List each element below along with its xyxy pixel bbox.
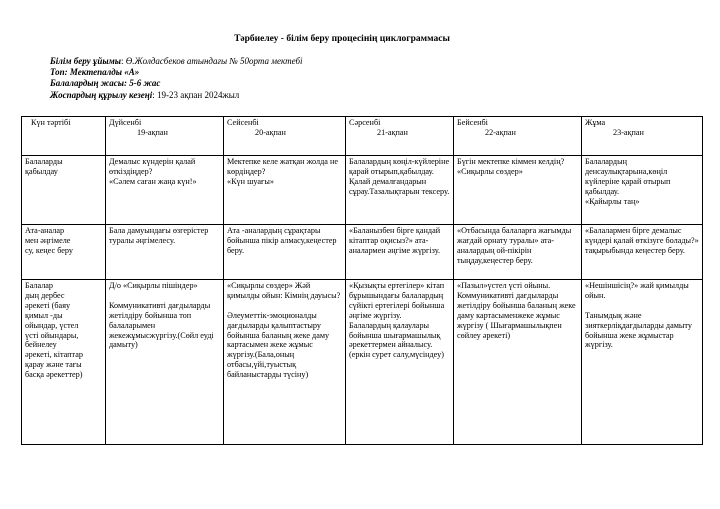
table-cell: Мектепке келе жатқан жолда не көрдіңдер? «Күн шуағы» <box>224 156 346 225</box>
header-cell-friday <box>582 117 703 156</box>
table-cell: Балаларды қабылдау <box>22 156 106 225</box>
header-wednesday-date: 21-ақпан <box>377 127 408 137</box>
table-cell: «Отбасында балаларға жағымды жағдай орнату туралы» ата-аналардың ой-пікірін тыңдау,кеңестер беру. <box>454 225 582 280</box>
table-cell: Балалардың денсаулықтарына,көңіл күйлеріне қарай отырып қабылдау. «Қайырлы таң» <box>582 156 703 225</box>
schedule-table <box>21 116 703 445</box>
meta-period <box>50 90 303 101</box>
header-thursday-day: Бейсенбі <box>457 118 488 127</box>
meta-period-label: Жоспардың құрылу кезеңі <box>50 89 153 100</box>
header-routine-label: Күн тәртібі <box>31 118 71 127</box>
table-cell: Бүгін мектепке кіммен келдің? «Сиқырлы сөздер» <box>454 156 582 225</box>
header-monday-date: 19-ақпан <box>137 127 168 137</box>
table-cell: Балалардың көңіл-күйлеріне қарай отырып,қабылдау. Қалай демалғандарын сұрау.Тазалықтарын тексеру. <box>346 156 454 225</box>
table-cell: Бала дамуындағы өзгерістер туралы әңгімелесу. <box>106 225 224 280</box>
table-cell: Ата -аналардың сұрақтары бойынша пікір алмасу,кеңестер беру. <box>224 225 346 280</box>
header-cell-wednesday <box>346 117 454 156</box>
header-wednesday-day: Сәрсенбі <box>349 118 381 127</box>
table-cell: «Баланызбен бірге қандай кітаптар оқисыз?» ата-аналармен әңгіме жүргізу. <box>346 225 454 280</box>
meta-organization <box>50 56 303 67</box>
table-row-parents <box>22 225 703 280</box>
meta-period-value: 19-23 ақпан 2024жыл <box>156 89 240 100</box>
table-cell: «Пазыл»үстел үсті ойыны. Коммуникативті дағдыларды жетілдіру бойынша баланың жеке даму картасыменжеке жұмыс жүргізу ( Шығармашылықпен сөйлеу әрекеті) <box>454 280 582 445</box>
document-title: Тәрбиелеу - білім беру процесінің циклограммасы <box>234 34 450 44</box>
table-cell: «Қызықты ертегілер» кітап бұрышындағы балалардың сүйікті ертегілері бойынша әңгіме жүргізу. Балалардың қалаулары бойынша шығармашылық әрекеттермен айналысу.(еркін сурет салу,мүсіндеу) <box>346 280 454 445</box>
header-friday-day: Жұма <box>585 118 606 127</box>
table-cell: Д/о «Сиқырлы пішіндер» Коммуникативті дағдыларды жетілдіру бойынша топ балаларымен жекежұмысжүргізу.(Сөйл еуді дамыту) <box>106 280 224 445</box>
header-tuesday-date: 20-ақпан <box>255 127 286 137</box>
header-friday-date: 23-ақпан <box>613 127 644 137</box>
meta-organization-label: Білім беру ұйымы <box>50 56 122 66</box>
table-cell: Ата-аналар мен әңгімеле су, кеңес беру <box>22 225 106 280</box>
meta-age-label: Балалардың жасы: 5-6 жас <box>50 78 161 89</box>
header-cell-tuesday <box>224 117 346 156</box>
table-cell: «Сиқырлы сөздер» Жәй қимылды ойын: Кімнің дауысы? Әлеуметтік-эмоционалды дағдыларды қалыптастыру бойынша баланың жеке даму картасымен жеке жұмыс жүргізу.(Бала,оның отбасы,үйі,туыстық байланыстарды түсіну) <box>224 280 346 445</box>
table-header-row <box>22 117 703 156</box>
table-row-independent-activity <box>22 280 703 445</box>
header-cell-routine <box>22 117 106 156</box>
meta-organization-value: Ө.Жолдасбеков атындағы № 50орта мектебі <box>125 56 303 66</box>
header-cell-monday <box>106 117 224 156</box>
meta-organization-sep: : <box>121 56 126 66</box>
meta-group-label: Топ: Мектепалды «А» <box>50 67 140 78</box>
table-cell: Балалар дың дербес әрекеті (баяу қимыл -ды ойындар, үстел үсті ойындары, бейнелеу әрекеті, кітаптар қарау және тағы басқа әрекеттер) <box>22 280 106 445</box>
table-row-reception <box>22 156 703 225</box>
document-meta <box>50 56 303 101</box>
header-cell-thursday <box>454 117 582 156</box>
table-cell: «Нешіншісің?» жай қимылды ойын. Танымдық және зияткерліқдағдыларды дамыту бойынша жеке жұмыстар жүргізу. <box>582 280 703 445</box>
table-cell: Демалыс күндерін қалай өткіздіңдер? «Сәлем саған жаңа күн!» <box>106 156 224 225</box>
meta-period-sep: : <box>152 89 157 100</box>
header-monday-day: Дүйсенбі <box>109 118 142 127</box>
meta-age <box>50 78 303 89</box>
meta-group <box>50 67 303 78</box>
header-thursday-date: 22-ақпан <box>485 127 516 137</box>
header-tuesday-day: Сейсенбі <box>227 118 259 127</box>
table-cell: «Балалармен бірге демалыс күндері қалай өткізуге болады?» тақырыбында кеңестер беру. <box>582 225 703 280</box>
